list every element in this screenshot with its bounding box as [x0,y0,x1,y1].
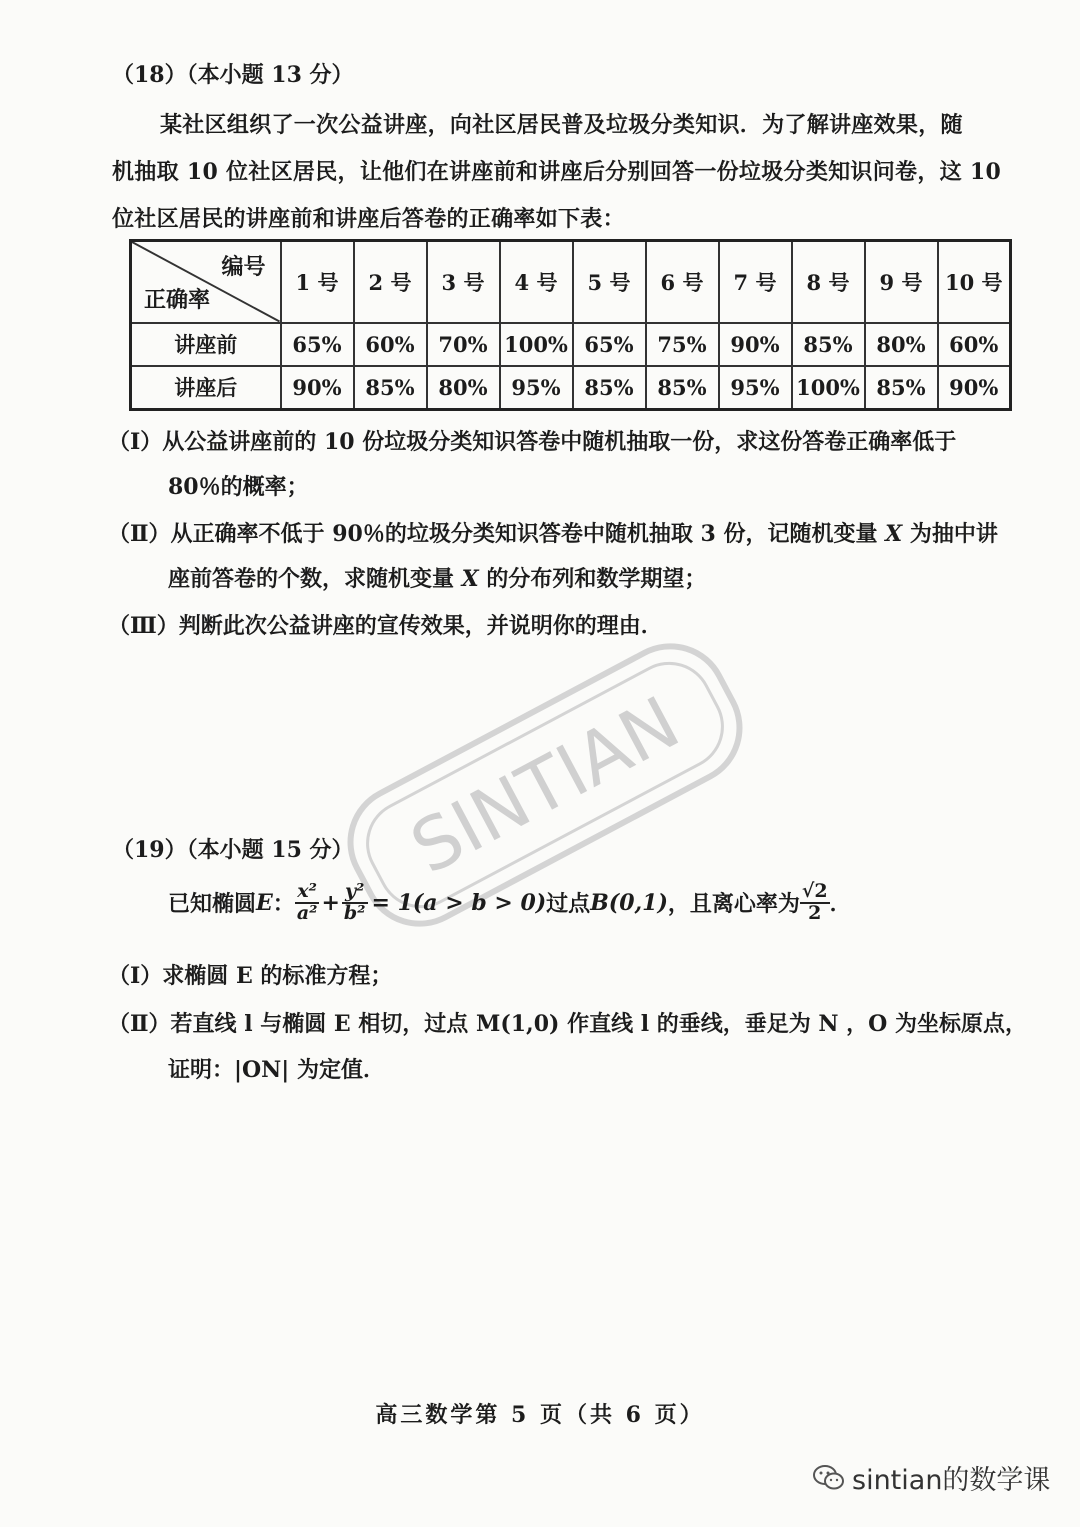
table-cell: 90% [938,366,1011,410]
q18-variable-x: X [885,521,903,547]
q18-part2-text-a: （Ⅱ）从正确率不低于 90％的垃圾分类知识答卷中随机抽取 3 份，记随机变量 [108,521,886,547]
table-cell: 90% [281,366,354,410]
q19-stem-text-b: 过点 [546,891,591,918]
q19-plus: + [321,889,340,916]
table-cell: 75% [646,323,719,366]
brand-watermark [812,1458,1050,1497]
q19-stem-text-a: 已知椭圆 [168,891,257,918]
watermark-text: SINTIAN [397,680,693,890]
table-cell: 85% [646,366,719,410]
q19-stem-end: ． [829,891,852,918]
eccentricity-fraction [800,882,830,924]
q18-variable-x-2: X [461,566,479,592]
q18-header: （18）（本小题 13 分） [112,62,354,88]
table-cell: 60% [938,323,1011,366]
table-cell: 80% [865,323,938,366]
q18-stem-line-3: 位社区居民的讲座前和讲座后答卷的正确率如下表： [112,206,625,232]
column-header: 10 号 [938,241,1011,323]
q18-part2-line-1 [108,517,998,548]
column-header: 2 号 [354,241,427,323]
column-header: 6 号 [646,241,719,323]
q19-ellipse-name: E [256,889,273,916]
q18-part2-line-2 [168,562,706,593]
table-corner-cell [131,241,281,323]
table-cell: 60% [354,323,427,366]
column-header: 5 号 [573,241,646,323]
column-header: 4 号 [500,241,573,323]
wechat-icon [812,1463,846,1493]
q19-colon: ： [272,891,295,918]
table-cell: 65% [281,323,354,366]
y-squared-over-b-squared [342,882,368,924]
table-cell: 95% [500,366,573,410]
table-cell: 95% [719,366,792,410]
q19-part2-line-2: 证明：|ON| 为定值． [168,1057,385,1083]
page-footer: 高三数学第 5 页（共 6 页） [375,1402,705,1428]
frac-numerator-sqrt2: √2 [801,880,828,902]
q19-point-b: B(0,1) [590,889,668,916]
table-header-row [131,241,1011,323]
q18-stem-line-1: 某社区组织了一次公益讲座，向社区居民普及垃圾分类知识．为了解讲座效果，随 [160,112,963,138]
brand-text: sintian的数学课 [852,1465,1051,1496]
q18-stem-line-2: 机抽取 10 位社区居民，让他们在讲座前和讲座后分别回答一份垃圾分类知识问卷，这 10 [112,159,1002,185]
q19-header: （19）（本小题 15 分） [112,837,354,863]
q19-equation-rest: = 1(a > b > 0) [371,889,547,916]
frac-numerator-x: x² [295,882,320,904]
table-cell: 85% [865,366,938,410]
q18-part2-text-d: 的分布列和数学期望； [478,566,707,592]
table-cell: 65% [573,323,646,366]
q19-stem-text-c: ，且离心率为 [667,891,800,918]
table-cell: 85% [792,323,865,366]
q19-part1: （Ⅰ）求椭圆 E 的标准方程； [108,963,393,989]
column-header: 7 号 [719,241,792,323]
q19-stem [168,882,852,924]
table-cell: 85% [354,366,427,410]
x-squared-over-a-squared [295,882,320,924]
column-header: 8 号 [792,241,865,323]
table-cell: 90% [719,323,792,366]
column-header: 1 号 [281,241,354,323]
column-header: 3 号 [427,241,500,323]
table-row-before [131,323,1011,366]
frac-denominator-b: b² [343,901,366,924]
table-cell: 80% [427,366,500,410]
corner-label-number: 编号 [221,254,266,280]
q19-part2-line-1: （Ⅱ）若直线 l 与椭圆 E 相切，过点 M(1,0) 作直线 l 的垂线，垂足为 N ，O 为坐标原点， [108,1011,1027,1037]
row-label: 讲座前 [131,323,281,366]
row-label: 讲座后 [131,366,281,410]
table-row-after [131,366,1011,410]
q18-part2-text-c: 座前答卷的个数，求随机变量 [168,566,462,592]
corner-label-accuracy: 正确率 [144,286,211,313]
table-cell: 85% [573,366,646,410]
column-header: 9 号 [865,241,938,323]
frac-denominator-2: 2 [808,901,822,924]
q18-part1-line-2: 80％的概率； [168,474,309,500]
accuracy-table [129,239,1012,411]
q18-part1-line-1: （Ⅰ）从公益讲座前的 10 份垃圾分类知识答卷中随机抽取一份，求这份答卷正确率低于 [108,429,957,455]
table-cell: 100% [792,366,865,410]
table-cell: 70% [427,323,500,366]
frac-numerator-y: y² [342,882,368,904]
table-cell: 100% [500,323,573,366]
q18-part2-text-b: 为抽中讲 [902,521,998,547]
q18-part3: （Ⅲ）判断此次公益讲座的宣传效果，并说明你的理由． [108,613,663,639]
frac-denominator-a: a² [296,901,318,924]
